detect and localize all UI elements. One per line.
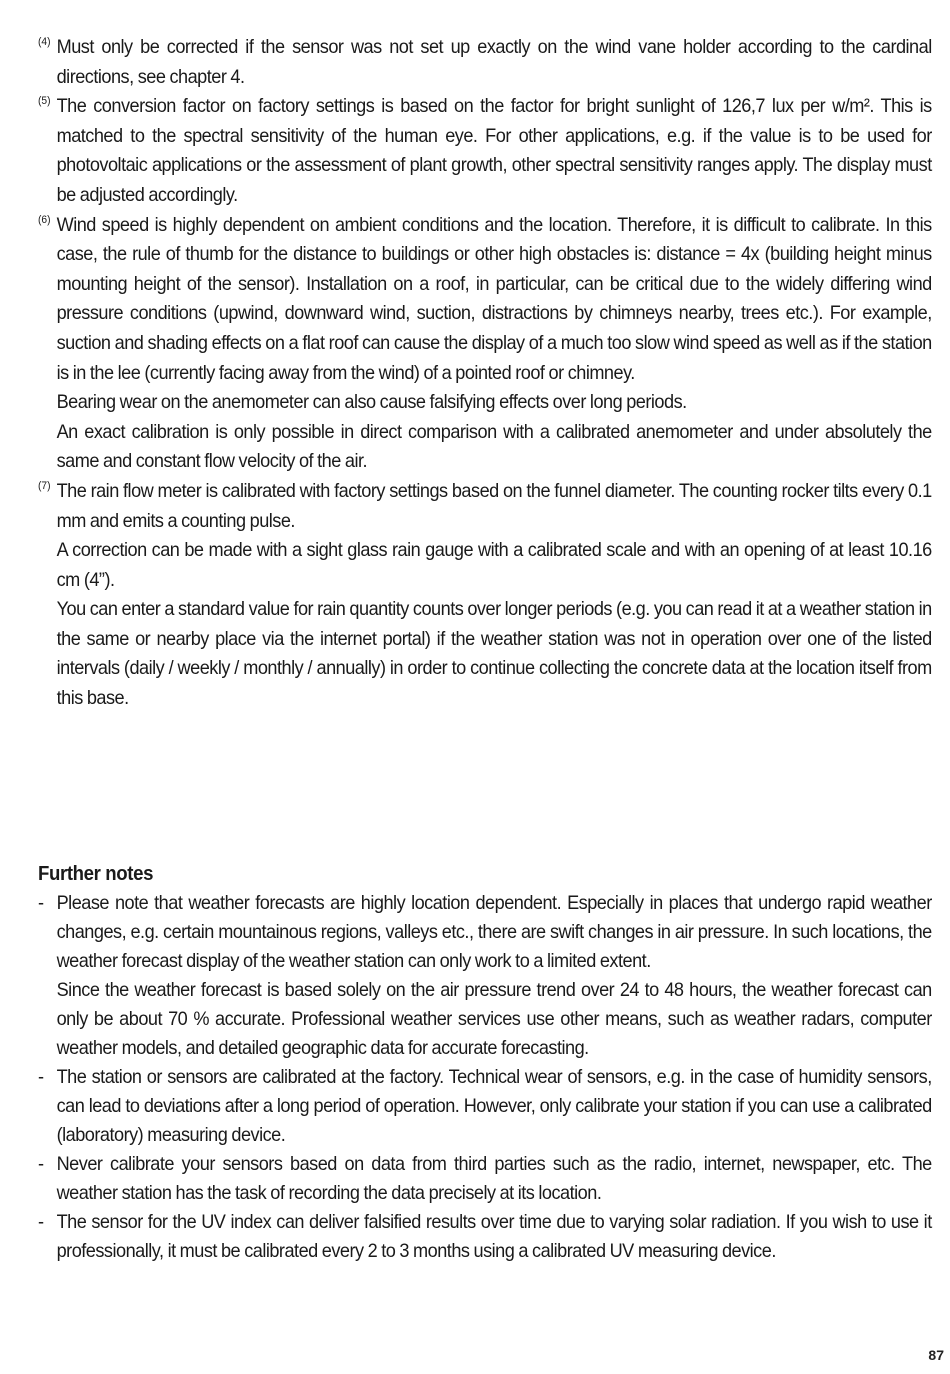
bullet-item [38,1063,932,1150]
dash-bullet: - [38,1211,44,1233]
footnote-6 [38,211,932,477]
bullet-item [38,889,932,1063]
bullet-paragraph: The station or sensors are calibrated at the factory. Technical wear of sensors, e.g. in the case of humidity sensors, can lead to deviations after a long period of operation. However, only calibrate your station if you can use a calibrated (laboratory) measuring device. [56,1066,932,1146]
footnote-paragraph: Bearing wear on the anemometer can also cause falsifying effects over long periods. [56,391,687,414]
footnote-7 [38,477,932,714]
bullet-paragraph: Please note that weather forecasts are highly location dependent. Especially in places that undergo rapid weather changes, e.g. certain mountainous regions, valleys etc., there are swift changes in air pressure. In such locations, the weather forecast display of the weather station can only work to a limited extent. [56,892,932,972]
footnote-marker: (6) [38,213,51,226]
footnote-marker: (5) [38,95,51,108]
footnote-paragraph: The conversion factor on factory settings is based on the factor for bright sunlight of 126,7 lux per w/m². This is matched to the spectral sensitivity of the human eye. For other applications, e.g. if the value is to be used for photovoltaic applications or the assessment of plant growth, other spectral sensitivity ranges apply. The display must be adjusted accordingly. [56,95,932,206]
bullet-paragraph: Since the weather forecast is based solely on the air pressure trend over 24 to 48 hours, the weather forecast can only be about 70 % accurate. Professional weather services use other means, such as weather radars, computer weather models, and detailed geographic data for accurate forecasting. [56,979,932,1059]
footnote-paragraph: An exact calibration is only possible in direct comparison with a calibrated anemometer and under absolutely the same and constant flow velocity of the air. [56,420,932,473]
dash-bullet: - [38,892,44,914]
footnotes-list [38,33,932,714]
dash-bullet: - [38,1066,44,1088]
footnote-paragraph: A correction can be made with a sight glass rain gauge with a calibrated scale and with an opening of at least 10.16 cm (4”). [56,539,932,591]
further-notes-section [38,859,932,1266]
footnote-paragraph: You can enter a standard value for rain quantity counts over longer periods (e.g. you can read it at a weather station in the same or nearby place via the internet portal) if the weather station was not in operation over one of the listed intervals (daily / weekly / monthly / annually) in order to continue collecting the concrete data at the location itself from this base. [56,598,932,710]
dash-bullet: - [38,1153,44,1175]
footnote-paragraph: The rain flow meter is calibrated with factory settings based on the funnel diameter. The counting rocker tilts every 0.1 mm and emits a counting pulse. [56,479,932,532]
bullet-paragraph: The sensor for the UV index can deliver falsified results over time due to varying solar radiation. If you wish to use it professionally, it must be calibrated every 2 to 3 months using a calibrated UV measuring device. [56,1211,932,1262]
footnote-paragraph: Must only be corrected if the sensor was not set up exactly on the wind vane holder according to the cardinal directions, see chapter 4. [56,36,932,88]
bullet-item [38,1208,932,1266]
footnote-4 [38,33,932,92]
section-heading: Further notes [38,863,154,885]
bullet-paragraph: Never calibrate your sensors based on data from third parties such as the radio, internet, newspaper, etc. The weather station has the task of recording the data precisely at its location. [56,1153,932,1204]
footnote-5 [38,92,932,210]
page-number: 87 [928,1347,944,1363]
footnote-marker: (4) [38,36,51,48]
footnote-paragraph: Wind speed is highly dependent on ambient conditions and the location. Therefore, it is difficult to calibrate. In this case, the rule of thumb for the distance to buildings or other high obstacles is: distance = 4x (building height minus mounting height of the sensor). Installation on a roof, in particular, can be critical due to the widely differing wind pressure conditions (upwind, downward wind, suction, distractions by chimneys nearby, trees etc.). For example, suction and shading effects on a flat roof can cause the display of a much too slow wind speed as well as if the station is in the lee (currently facing away from the wind) of a pointed roof or chimney. [56,213,932,384]
footnote-marker: (7) [38,479,51,492]
bullet-item [38,1150,932,1208]
